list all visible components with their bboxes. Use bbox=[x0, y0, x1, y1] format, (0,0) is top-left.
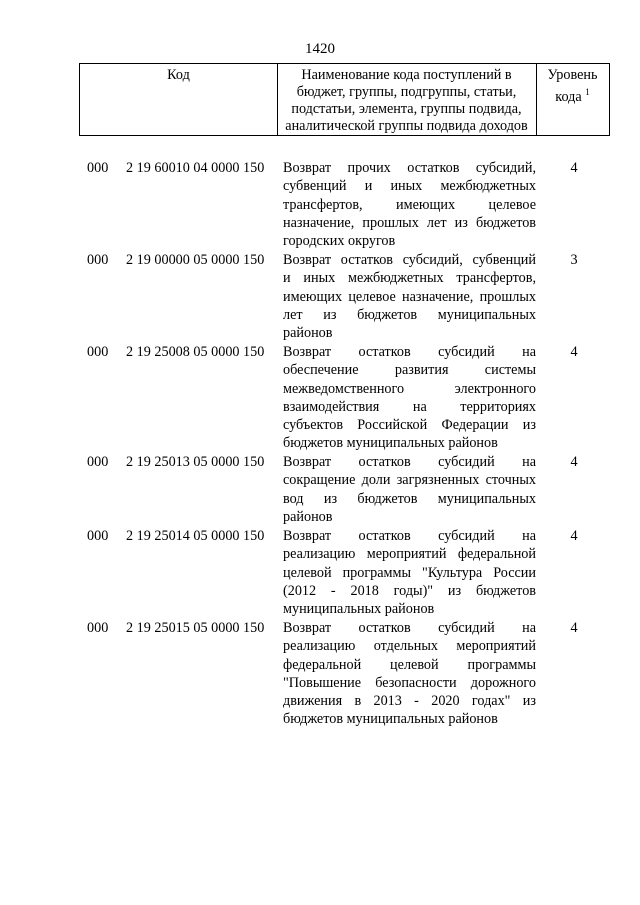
row-code: 2 19 25015 05 0000 150 bbox=[126, 620, 265, 636]
row-prefix: 000 bbox=[87, 620, 109, 636]
row-name-line: районов bbox=[283, 325, 333, 342]
row-level: 4 bbox=[570, 454, 578, 470]
header-name-line: Наименование кода поступлений в bbox=[301, 67, 512, 83]
row-code: 2 19 60010 04 0000 150 bbox=[126, 160, 265, 176]
header-code-label: Код bbox=[167, 67, 190, 83]
row-name bbox=[283, 343, 536, 453]
row-level: 4 bbox=[570, 528, 578, 544]
table-header bbox=[79, 63, 610, 136]
row-name-line: реализацию мероприятий федеральной bbox=[283, 546, 536, 563]
header-name-label bbox=[277, 64, 536, 135]
row-name-line: имеющих целевое назначение, прошлых bbox=[283, 288, 536, 305]
header-level-cell bbox=[536, 64, 609, 135]
row-name-line: Возврат остатков субсидий на bbox=[283, 454, 536, 470]
row-name-line: целевой программы "Культура России bbox=[283, 564, 536, 581]
row-name-line: бюджетов муниципальных районов bbox=[283, 435, 498, 452]
row-level: 4 bbox=[570, 160, 578, 176]
row-name bbox=[283, 159, 536, 250]
row-name-line: трансфертов, имеющих целевое bbox=[283, 196, 536, 213]
row-prefix: 000 bbox=[87, 160, 109, 176]
header-name-line: подстатьи, элемента, группы подвида, bbox=[291, 101, 522, 117]
header-name-line: аналитической группы подвида доходов bbox=[285, 118, 528, 134]
page-number: 1420 bbox=[305, 41, 335, 57]
row-name-line: городских округов bbox=[283, 233, 396, 250]
row-prefix: 000 bbox=[87, 454, 109, 470]
header-level-line bbox=[536, 84, 609, 106]
row-name-line: Возврат остатков субсидий на bbox=[283, 620, 536, 636]
row-name bbox=[283, 453, 536, 526]
row-name-line: муниципальных районов bbox=[283, 601, 435, 618]
row-name-line: лет из бюджетов муниципальных bbox=[283, 306, 536, 323]
row-name-line: "Повышение безопасности дорожного bbox=[283, 674, 536, 691]
row-name-line: взаимодействия на территориях bbox=[283, 398, 536, 415]
header-level-label bbox=[536, 64, 609, 106]
row-name-line: (2012 - 2018 годы)" из бюджетов bbox=[283, 582, 536, 599]
row-name-line: Возврат остатков субсидий на bbox=[283, 344, 536, 360]
header-name-cell bbox=[277, 64, 537, 135]
header-level-line: Уровень bbox=[547, 67, 598, 83]
header-code-cell bbox=[80, 64, 278, 135]
row-prefix: 000 bbox=[87, 344, 109, 360]
row-name bbox=[283, 251, 536, 342]
row-code: 2 19 25013 05 0000 150 bbox=[126, 454, 265, 470]
row-name-line: Возврат прочих остатков субсидий, bbox=[283, 160, 536, 176]
row-name-line: и иных межбюджетных трансфертов, bbox=[283, 270, 536, 287]
header-name-line: бюджет, группы, подгруппы, статьи, bbox=[296, 84, 517, 100]
row-code: 2 19 25008 05 0000 150 bbox=[126, 344, 265, 360]
row-name-line: Возврат остатков субсидий на bbox=[283, 528, 536, 544]
row-name-line: районов bbox=[283, 508, 333, 525]
row-level: 4 bbox=[570, 620, 578, 636]
header-level-word: кода bbox=[555, 89, 582, 105]
row-name bbox=[283, 527, 536, 618]
row-name bbox=[283, 619, 536, 729]
footnote-marker: 1 bbox=[585, 87, 590, 97]
row-name-line: Возврат остатков субсидий, субвенций bbox=[283, 252, 536, 268]
row-code: 2 19 00000 05 0000 150 bbox=[126, 252, 265, 268]
row-name-line: субъектов Российской Федерации из bbox=[283, 417, 536, 434]
row-level: 4 bbox=[570, 344, 578, 360]
row-name-line: межведомственного электронного bbox=[283, 380, 536, 397]
row-name-line: вод из бюджетов муниципальных bbox=[283, 490, 536, 507]
row-name-line: обеспечение развития системы bbox=[283, 362, 536, 379]
row-code: 2 19 25014 05 0000 150 bbox=[126, 528, 265, 544]
row-prefix: 000 bbox=[87, 528, 109, 544]
row-name-line: сокращение доли загрязненных сточных bbox=[283, 472, 536, 489]
row-name-line: бюджетов муниципальных районов bbox=[283, 711, 498, 728]
row-level: 3 bbox=[570, 252, 578, 268]
row-name-line: федеральной целевой программы bbox=[283, 656, 536, 673]
row-name-line: субвенций и иных межбюджетных bbox=[283, 178, 536, 195]
row-name-line: движения в 2013 - 2020 годах" из bbox=[283, 693, 536, 710]
row-prefix: 000 bbox=[87, 252, 109, 268]
row-name-line: назначение, прошлых лет из бюджетов bbox=[283, 214, 536, 231]
row-name-line: реализацию отдельных мероприятий bbox=[283, 638, 536, 655]
